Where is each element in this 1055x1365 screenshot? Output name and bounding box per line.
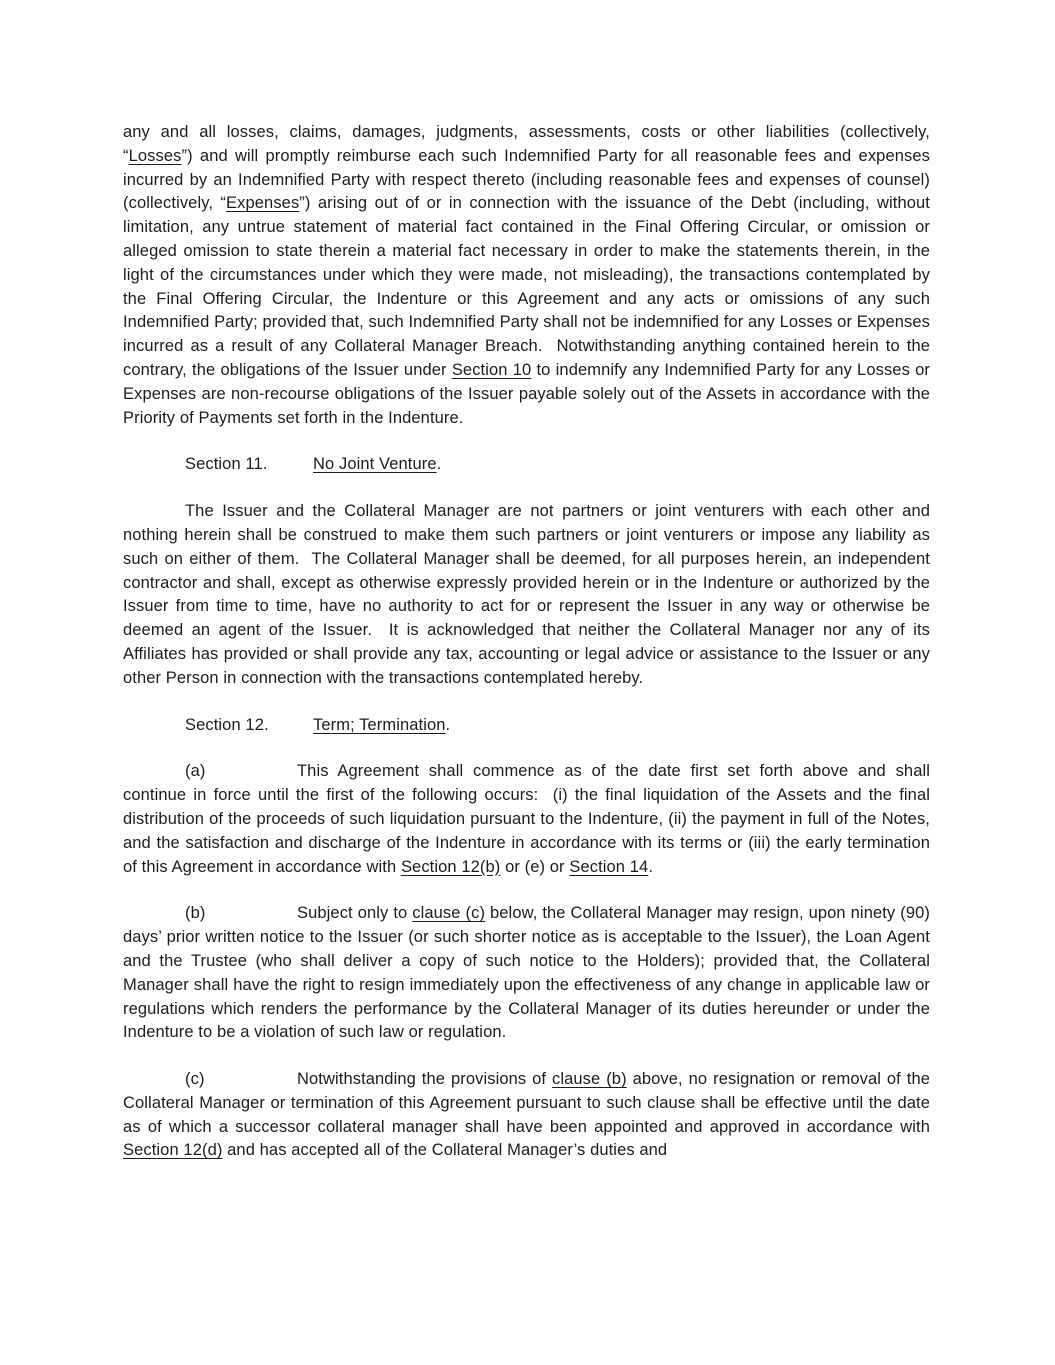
paragraph-indemnification-continuation: [123, 121, 930, 430]
text-run: any and all losses, claims, damages, judgments, assessments, costs or other liabilities (collectively, “: [123, 123, 930, 165]
clause-a-label: (a): [185, 762, 206, 781]
cross-reference-section-12d: Section 12(d): [123, 1141, 223, 1160]
section-11-title: No Joint Venture: [313, 455, 437, 474]
clause-c-paragraph: [123, 1068, 930, 1163]
section-12-number: Section 12.: [185, 715, 269, 734]
text-run: to indemnify any Indemnified Party for any Losses or Expenses are non-recourse obligations of the Issuer payable solely out of the Assets in accordance with the Priority of Payments set forth in the Indenture.: [123, 360, 930, 427]
section-11-body-paragraph: [123, 500, 930, 690]
text-run: above, no resignation or removal of the Collateral Manager or termination of this Agreement pursuant to such clause shall be effective until the date as of which a successor collateral manager shall have been appointed and approved in accordance with: [123, 1070, 930, 1136]
text-run: and has accepted all of the Collateral Manager’s duties and: [222, 1141, 668, 1160]
document-content: [123, 121, 930, 1186]
defined-term-losses: Losses: [128, 146, 182, 165]
text-run: .: [445, 715, 451, 734]
cross-reference-clause-c: clause (c): [412, 904, 486, 923]
section-11-heading: [123, 453, 930, 477]
clause-c-label: (c): [185, 1070, 205, 1089]
text-run: Notwithstanding the provisions of: [297, 1070, 553, 1089]
text-run: Subject only to: [297, 904, 413, 923]
text-run: The Issuer and the Collateral Manager are not partners or joint venturers with each other and nothing herein shall be construed to make them such partners or joint venturers or impose any liability as such on either of them. The Collateral Manager shall be deemed, for all purposes herein, an independent contractor and shall, except as otherwise expressly provided herein or in the Indenture or authorized by the Issuer from time to time, have no authority to act for or represent the Issuer in any way or otherwise be deemed an agent of the Issuer. It is acknowledged that neither the Collateral Manager nor any of its Affiliates has provided or shall provide any tax, accounting or legal advice or assistance to the Issuer or any other Person in connection with the transactions contemplated hereby.: [123, 502, 930, 687]
text-run: below, the Collateral Manager may resign, upon ninety (90) days’ prior written notice to the Issuer (or such shorter notice as is acceptable to the Issuer), the Loan Agent and the Trustee (who shall deliver a copy of such notice to the Holders); provided that, the Collateral Manager shall have the right to resign immediately upon the effectiveness of any change in applicable law or regulations which renders the performance by the Collateral Manager of its duties hereunder or under the Indenture to be a violation of such law or regulation.: [123, 904, 930, 1042]
text-run: .: [436, 455, 442, 474]
section-11-number: Section 11.: [185, 455, 268, 474]
text-run: This Agreement shall commence as of the date first set forth above and shall continue in force until the first of the following occurs: (i) the final liquidation of the Assets and the final distribution of the proceeds of such liquidation pursuant to the Indenture, (ii) the payment in full of the Notes, and the satisfaction and discharge of the Indenture in accordance with its terms or (iii) the early termination of this Agreement in accordance with: [123, 762, 930, 876]
cross-reference-section-12b: Section 12(b): [400, 857, 501, 876]
cross-reference-clause-b: clause (b): [552, 1070, 627, 1089]
clause-b-paragraph: [123, 902, 930, 1045]
text-run: ”) and will promptly reimburse each such Indemnified Party for all reasonable fees and expenses incurred by an Indemnified Party with respect thereto (including reasonable fees and expenses of counsel) (collectively, “: [123, 146, 930, 213]
clause-a-paragraph: [123, 760, 930, 879]
text-run: or (e) or: [500, 857, 570, 876]
section-12-title: Term; Termination: [313, 715, 446, 734]
text-run: ”) arising out of or in connection with the issuance of the Debt (including, without limitation, any untrue statement of material fact contained in the Final Offering Circular, or omission or alleged omission to state therein a material fact necessary in order to make the statements therein, in the light of the circumstances under which they were made, not misleading), the transactions contemplated by the Final Offering Circular, the Indenture or this Agreement and any acts or omissions of any such Indemnified Party; provided that, such Indemnified Party shall not be indemnified for any Losses or Expenses incurred as a result of any Collateral Manager Breach. Notwithstanding anything contained herein to the contrary, the obligations of the Issuer under: [123, 194, 930, 379]
clause-b-label: (b): [185, 904, 206, 923]
section-12-heading: [123, 714, 930, 738]
cross-reference-section-10: Section 10: [451, 360, 532, 379]
defined-term-expenses: Expenses: [226, 194, 300, 213]
text-run: .: [648, 857, 654, 876]
cross-reference-section-14: Section 14: [569, 857, 649, 876]
